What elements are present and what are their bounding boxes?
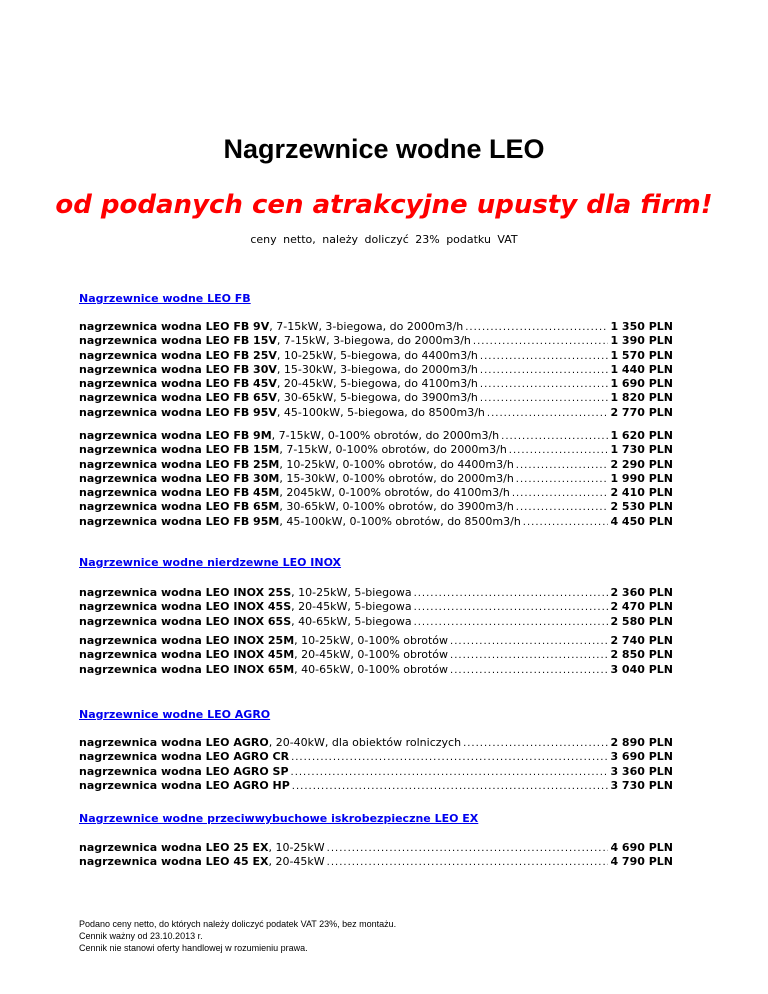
product-spec: , 10-25kW, 5-biegowa, do 4400m3/h bbox=[276, 348, 478, 362]
section-link-leo-ex[interactable]: Nagrzewnice wodne przeciwwybuchowe iskrobezpieczne LEO EX bbox=[79, 812, 479, 825]
product-description bbox=[79, 750, 289, 764]
product-price: 3 040 PLN bbox=[610, 662, 673, 676]
product-spec: , 10-25kW, 0-100% obrotów bbox=[294, 634, 449, 647]
product-name: nagrzewnica wodna LEO AGRO HP bbox=[79, 778, 290, 792]
product-spec: , 30-65kW, 5-biegowa, do 3900m3/h bbox=[276, 391, 478, 405]
price-row bbox=[79, 515, 673, 529]
price-row bbox=[79, 855, 673, 869]
section-link-leo-inox[interactable]: Nagrzewnice wodne nierdzewne LEO INOX bbox=[79, 556, 342, 569]
product-name: nagrzewnica wodna LEO FB 95M bbox=[79, 514, 280, 528]
product-price: 2 740 PLN bbox=[610, 634, 673, 647]
price-row bbox=[79, 779, 673, 793]
product-description bbox=[79, 406, 485, 420]
price-group-inox-s bbox=[79, 586, 673, 629]
product-description bbox=[79, 586, 412, 600]
price-row bbox=[79, 750, 673, 764]
dot-leader bbox=[450, 649, 608, 663]
dot-leader bbox=[487, 407, 609, 421]
product-spec: , 20-45kW, 5-biegowa bbox=[291, 600, 412, 614]
product-price: 2 850 PLN bbox=[610, 648, 673, 662]
product-name: nagrzewnica wodna LEO FB 15M bbox=[79, 443, 280, 457]
dot-leader bbox=[480, 378, 609, 392]
product-name: nagrzewnica wodna LEO INOX 45S bbox=[79, 600, 292, 614]
price-row bbox=[79, 320, 673, 334]
dot-leader bbox=[480, 364, 609, 378]
price-row bbox=[79, 634, 673, 648]
product-description bbox=[79, 334, 471, 348]
product-name: nagrzewnica wodna LEO FB 65V bbox=[79, 391, 277, 405]
product-description bbox=[79, 779, 290, 793]
product-description bbox=[79, 377, 478, 391]
product-spec: , 10-25kW bbox=[268, 841, 325, 854]
product-description bbox=[79, 363, 478, 377]
product-price: 1 730 PLN bbox=[610, 443, 673, 457]
product-name: nagrzewnica wodna LEO FB 45V bbox=[79, 377, 277, 391]
product-price: 2 770 PLN bbox=[610, 405, 673, 419]
dot-leader bbox=[465, 321, 608, 335]
product-spec: , 7-15kW, 0-100% obrotów, do 2000m3/h bbox=[279, 443, 507, 457]
product-description bbox=[79, 515, 521, 529]
product-name: nagrzewnica wodna LEO FB 25V bbox=[79, 348, 277, 362]
product-price: 3 690 PLN bbox=[610, 750, 673, 764]
price-row bbox=[79, 334, 673, 348]
price-group-fb-v bbox=[79, 320, 673, 420]
price-row bbox=[79, 443, 673, 457]
price-row bbox=[79, 841, 673, 855]
product-description bbox=[79, 600, 412, 614]
dot-leader bbox=[414, 601, 609, 615]
product-name: nagrzewnica wodna LEO FB 45M bbox=[79, 486, 280, 500]
dot-leader bbox=[450, 635, 608, 649]
product-name: nagrzewnica wodna LEO INOX 25S bbox=[79, 586, 292, 599]
dot-leader bbox=[414, 616, 609, 630]
dot-leader bbox=[292, 780, 609, 794]
product-spec: , 20-45kW, 0-100% obrotów bbox=[294, 648, 449, 662]
product-name: nagrzewnica wodna LEO INOX 65M bbox=[79, 662, 295, 676]
product-description bbox=[79, 458, 514, 472]
price-row bbox=[79, 765, 673, 779]
dot-leader bbox=[501, 430, 608, 444]
product-price: 2 890 PLN bbox=[610, 736, 673, 749]
product-name: nagrzewnica wodna LEO INOX 45M bbox=[79, 648, 295, 662]
product-name: nagrzewnica wodna LEO FB 25M bbox=[79, 457, 280, 471]
product-spec: , 10-25kW, 0-100% obrotów, do 4400m3/h bbox=[279, 457, 514, 471]
price-row bbox=[79, 377, 673, 391]
product-name: nagrzewnica wodna LEO 45 EX bbox=[79, 855, 269, 869]
product-name: nagrzewnica wodna LEO FB 30V bbox=[79, 362, 277, 376]
product-spec: , 20-45kW, 5-biegowa, do 4100m3/h bbox=[276, 377, 478, 391]
product-description bbox=[79, 500, 514, 514]
product-spec: , 2045kW, 0-100% obrotów, do 4100m3/h bbox=[279, 486, 510, 500]
dot-leader bbox=[516, 501, 609, 515]
product-name: nagrzewnica wodna LEO INOX 65S bbox=[79, 614, 292, 628]
dot-leader bbox=[291, 751, 608, 765]
dot-leader bbox=[473, 335, 609, 349]
dot-leader bbox=[480, 350, 609, 364]
price-row bbox=[79, 648, 673, 662]
product-price: 1 990 PLN bbox=[610, 471, 673, 485]
product-spec: , 15-30kW, 3-biegowa, do 2000m3/h bbox=[276, 362, 478, 376]
dot-leader bbox=[512, 487, 609, 501]
product-name: nagrzewnica wodna LEO FB 9V bbox=[79, 320, 270, 333]
dot-leader bbox=[523, 516, 609, 530]
product-name: nagrzewnica wodna LEO FB 95V bbox=[79, 405, 277, 419]
product-price: 2 410 PLN bbox=[610, 486, 673, 500]
price-row bbox=[79, 586, 673, 600]
footer-line: Cennik ważny od 23.10.2013 r. bbox=[79, 931, 203, 941]
product-spec: , 15-30kW, 0-100% obrotów, do 2000m3/h bbox=[279, 471, 514, 485]
price-row bbox=[79, 615, 673, 629]
product-spec: , 7-15kW, 0-100% obrotów, do 2000m3/h bbox=[271, 429, 500, 442]
product-name: nagrzewnica wodna LEO FB 9M bbox=[79, 429, 272, 442]
price-group-fb-m bbox=[79, 429, 673, 529]
dot-leader bbox=[414, 587, 609, 601]
product-price: 4 690 PLN bbox=[610, 841, 673, 854]
price-group-ex bbox=[79, 841, 673, 870]
product-spec: , 30-65kW, 0-100% obrotów, do 3900m3/h bbox=[279, 500, 514, 514]
product-price: 1 620 PLN bbox=[610, 429, 673, 442]
dot-leader bbox=[516, 459, 609, 473]
product-name: nagrzewnica wodna LEO INOX 25M bbox=[79, 634, 295, 647]
product-spec: , 20-40kW, dla obiektów rolniczych bbox=[268, 736, 462, 749]
product-price: 4 450 PLN bbox=[610, 514, 673, 528]
product-description bbox=[79, 443, 507, 457]
product-price: 1 390 PLN bbox=[610, 334, 673, 348]
product-description bbox=[79, 429, 499, 443]
dot-leader bbox=[327, 856, 609, 870]
product-name: nagrzewnica wodna LEO AGRO bbox=[79, 736, 269, 749]
price-row bbox=[79, 486, 673, 500]
product-price: 2 470 PLN bbox=[610, 600, 673, 614]
product-price: 3 360 PLN bbox=[610, 764, 673, 778]
product-price: 1 820 PLN bbox=[610, 391, 673, 405]
price-row bbox=[79, 663, 673, 677]
vat-note: ceny netto, należy doliczyć 23% podatku VAT bbox=[250, 233, 518, 246]
section-link-leo-agro[interactable]: Nagrzewnice wodne LEO AGRO bbox=[79, 708, 271, 721]
product-description bbox=[79, 634, 448, 648]
product-description bbox=[79, 855, 325, 869]
dot-leader bbox=[509, 444, 609, 458]
price-row bbox=[79, 500, 673, 514]
product-price: 3 730 PLN bbox=[610, 778, 673, 792]
product-description bbox=[79, 765, 289, 779]
promo-banner: od podanych cen atrakcyjne upusty dla firm! bbox=[55, 190, 713, 220]
price-row bbox=[79, 429, 673, 443]
page-title: Nagrzewnice wodne LEO bbox=[223, 134, 545, 164]
price-row bbox=[79, 349, 673, 363]
price-row bbox=[79, 363, 673, 377]
product-description bbox=[79, 615, 412, 629]
dot-leader bbox=[327, 842, 609, 856]
product-name: nagrzewnica wodna LEO FB 15V bbox=[79, 334, 277, 348]
product-name: nagrzewnica wodna LEO AGRO SP bbox=[79, 764, 289, 778]
product-price: 4 790 PLN bbox=[610, 855, 673, 869]
footer-line: Podano ceny netto, do których należy doliczyć podatek VAT 23%, bez montażu. bbox=[79, 919, 397, 929]
product-description bbox=[79, 486, 510, 500]
product-description bbox=[79, 391, 478, 405]
price-row bbox=[79, 600, 673, 614]
product-description bbox=[79, 472, 514, 486]
product-price: 1 690 PLN bbox=[610, 377, 673, 391]
product-price: 2 290 PLN bbox=[610, 457, 673, 471]
dot-leader bbox=[480, 392, 609, 406]
price-row bbox=[79, 391, 673, 405]
product-name: nagrzewnica wodna LEO FB 30M bbox=[79, 471, 280, 485]
product-spec: , 7-15kW, 3-biegowa, do 2000m3/h bbox=[269, 320, 464, 333]
product-spec: , 45-100kW, 5-biegowa, do 8500m3/h bbox=[276, 405, 485, 419]
product-description bbox=[79, 648, 448, 662]
product-price: 1 440 PLN bbox=[610, 362, 673, 376]
price-row bbox=[79, 736, 673, 750]
product-name: nagrzewnica wodna LEO FB 65M bbox=[79, 500, 280, 514]
product-description bbox=[79, 841, 325, 855]
product-name: nagrzewnica wodna LEO AGRO CR bbox=[79, 750, 290, 764]
product-description bbox=[79, 320, 463, 334]
product-spec: , 20-45kW bbox=[268, 855, 325, 869]
product-price: 1 570 PLN bbox=[610, 348, 673, 362]
product-price: 2 580 PLN bbox=[610, 614, 673, 628]
price-group-inox-m bbox=[79, 634, 673, 677]
product-price: 2 360 PLN bbox=[610, 586, 673, 599]
product-spec: , 7-15kW, 3-biegowa, do 2000m3/h bbox=[276, 334, 471, 348]
dot-leader bbox=[450, 664, 608, 678]
product-spec: , 45-100kW, 0-100% obrotów, do 8500m3/h bbox=[279, 514, 521, 528]
dot-leader bbox=[463, 737, 608, 751]
price-row bbox=[79, 406, 673, 420]
product-price: 2 530 PLN bbox=[610, 500, 673, 514]
price-group-agro bbox=[79, 736, 673, 793]
price-row bbox=[79, 458, 673, 472]
dot-leader bbox=[291, 766, 609, 780]
dot-leader bbox=[516, 473, 609, 487]
product-description bbox=[79, 349, 478, 363]
footer-notes bbox=[79, 918, 396, 954]
product-spec: , 10-25kW, 5-biegowa bbox=[291, 586, 412, 599]
product-price: 1 350 PLN bbox=[610, 320, 673, 333]
product-spec: , 40-65kW, 5-biegowa bbox=[291, 614, 412, 628]
product-spec: , 40-65kW, 0-100% obrotów bbox=[294, 662, 449, 676]
product-description bbox=[79, 736, 461, 750]
product-description bbox=[79, 663, 448, 677]
section-link-leo-fb[interactable]: Nagrzewnice wodne LEO FB bbox=[79, 292, 251, 305]
product-name: nagrzewnica wodna LEO 25 EX bbox=[79, 841, 269, 854]
footer-line: Cennik nie stanowi oferty handlowej w rozumieniu prawa. bbox=[79, 943, 308, 953]
price-row bbox=[79, 472, 673, 486]
